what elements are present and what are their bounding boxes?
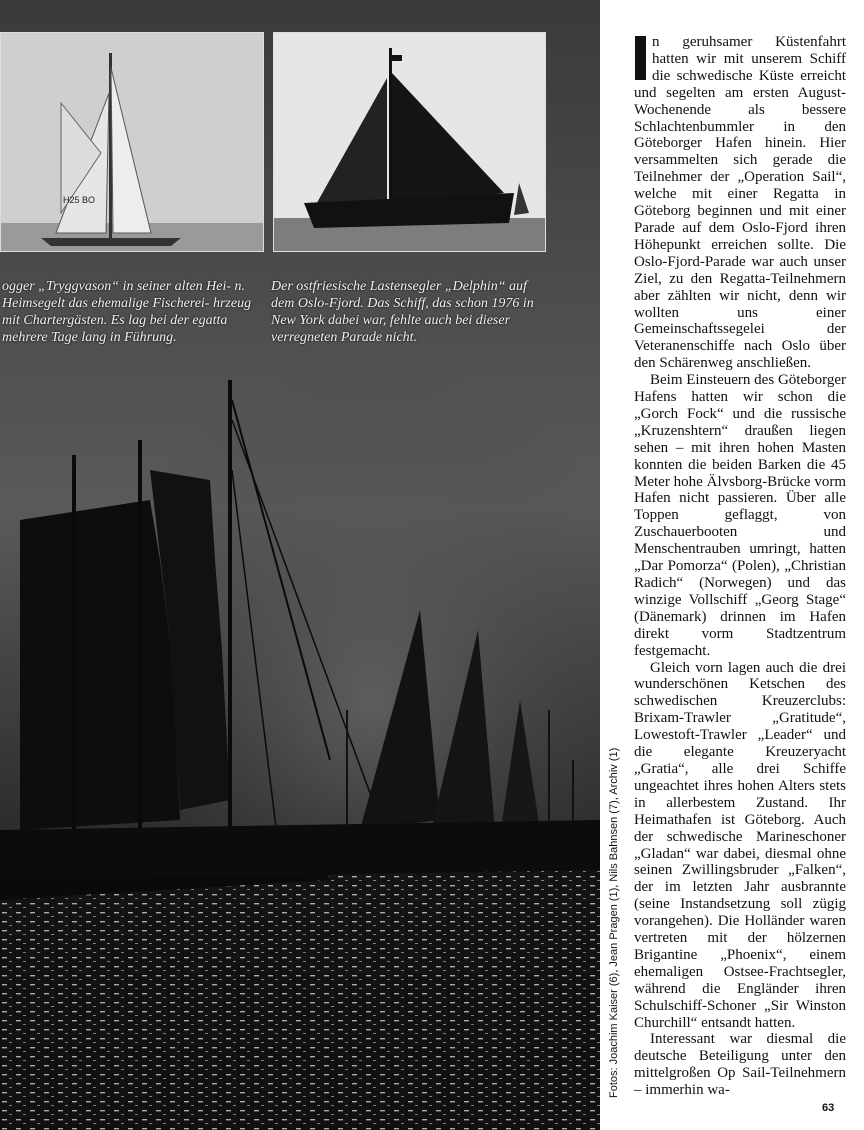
paragraph-1	[634, 34, 846, 372]
photo-credit: Fotos: Joachim Kaiser (6), Jean Pragen (1), Nils Bahnsen (7), Archiv (1)	[608, 747, 620, 1098]
sail-marking: H25 BO	[63, 195, 96, 205]
inset-photo-tryggvason	[0, 32, 264, 252]
sailing-barge-image	[274, 33, 545, 251]
caption-left: ogger „Tryggvason“ in seiner alten Hei- n. Heimsegelt das ehemalige Fischerei- hrzeug mit Chartergästen. Es lag bei der egatta mehrere Tage lang in Führung.	[2, 279, 252, 345]
caption-right: Der ostfriesische Lastensegler „Delphin“ auf dem Oslo-Fjord. Das Schiff, das schon 1976 in New York dabei war, fehlte auch bei dieser verregneten Parade nicht.	[271, 279, 534, 345]
drop-cap	[635, 36, 646, 80]
page-number: 63	[822, 1102, 835, 1114]
inset-photo-delphin	[273, 32, 546, 252]
schooner-under-sail-image	[1, 33, 263, 251]
paragraph-3: Gleich vorn lagen auch die drei wunderschönen Ketschen des schwedischen Kreuzerclubs: Brixam-Trawler „Gratitude“, Lowestoft-Trawler „Leader“ und die elegante Kreuzeryacht „Gratia“, alle drei Schiffe ungeachtet ihres hohen Alters stets in allerbestem Zustand. Ihr Heimathafen ist Göteborg. Auch der schwedische Marineschoner „Gladan“ war dabei, diesmal ohne seinen Zwillingsbruder „Falken“, der im letzten Jahr ausbrannte (seine Instandsetzung soll zügig vorangehen). Die Holländer waren vertreten mit der hölzernen Brigantine „Phoenix“, einem ehemaligen Ostsee-Frachtsegler, während die Engländer ihren Schulschiff-Schoner „Sir Winston Churchill“ entsandt hatten.	[634, 659, 846, 1031]
paragraph-2: Beim Einsteuern des Göteborger Hafens hatten wir schon die „Gorch Fock“ und die russische „Kruzenshtern“ draußen liegen sehen – mit ihren hohen Masten konnten die beiden Barken die 45 Meter hohe Älvsborg-Brücke vorm Hafen nicht passieren. Über alle Toppen geflaggt, von Zuschauerbooten und Menschentrauben umringt, hatten „Dar Pomorza“ (Polen), „Christian Radich“ (Norwegen) und das winzige Vollschiff „Georg Stage“ (Dänemark) drinnen im Hafen direkt vorm Stadtzentrum festgemacht.	[634, 372, 846, 659]
article-text	[634, 34, 846, 1099]
paragraph-4: Interessant war diesmal die deutsche Beteiligung unter den mittelgroßen Op Sail-Teilnehmern – immerhin wa-	[634, 1031, 846, 1099]
paragraph-1-text: n geruhsamer Küstenfahrt hatten wir mit unserem Schiff die schwedische Küste erreicht und segelten am ersten August-Wochenende als bessere Schlachtenbummler in den Göteborger Hafen hinein. Hier versammelten sich gerade die Teilnehmer der „Operation Sail“, welche mit einer Regatta in Göteborg beginnen und mit einer Parade auf dem Oslo-Fjord ihren Höhepunkt erreichen sollte. Die Oslo-Fjord-Parade war auch unser Ziel, zu den Regatta-Teilnehmern aber zählten wir nicht, denn wir wollten uns einer Gemeinschaftssegelei der Veteranenschiffe nach Oslo über den Schärenweg anschließen.	[634, 34, 846, 372]
